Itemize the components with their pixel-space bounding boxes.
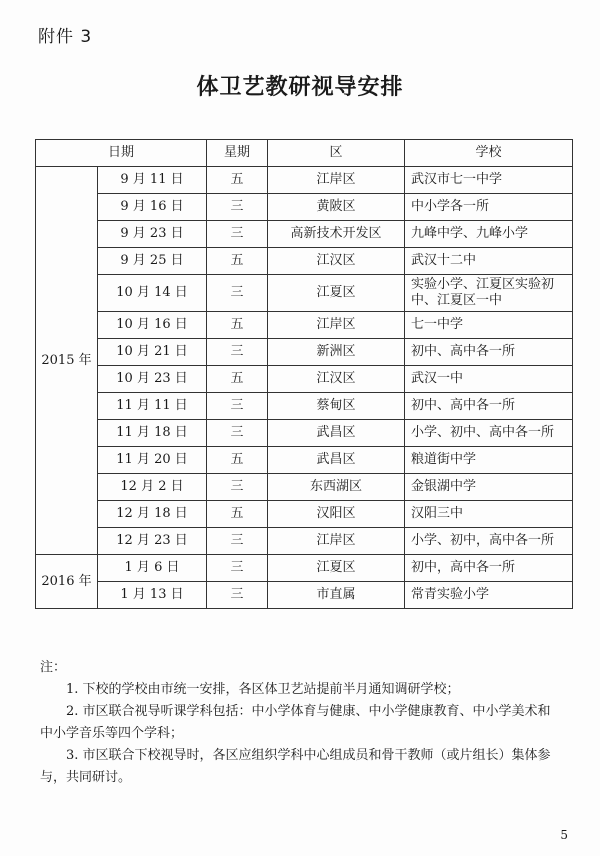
school-cell: 中小学各一所 (405, 194, 573, 221)
weekday-cell: 五 (207, 366, 268, 393)
table-row (36, 420, 573, 447)
notes-heading: 注： (40, 660, 67, 675)
page-number: 5 (560, 828, 568, 842)
date-cell: 12 月 2 日 (98, 474, 207, 501)
date-cell: 11 月 18 日 (98, 420, 207, 447)
weekday-cell: 三 (207, 221, 268, 248)
date-cell: 10 月 14 日 (98, 275, 207, 312)
attachment-label: 附件 3 (38, 27, 93, 47)
district-cell: 东西湖区 (268, 474, 405, 501)
weekday-cell: 三 (207, 275, 268, 312)
school-cell: 初中、高中各一所 (405, 393, 573, 420)
district-cell: 市直属 (268, 582, 405, 609)
note-item: 1. 下校的学校由市统一安排，各区体卫艺站提前半月通知调研学校； (66, 682, 460, 697)
date-cell: 12 月 23 日 (98, 528, 207, 555)
district-cell: 黄陂区 (268, 194, 405, 221)
weekday-cell: 三 (207, 339, 268, 366)
district-cell: 江岸区 (268, 312, 405, 339)
district-cell: 江汉区 (268, 366, 405, 393)
school-cell: 常青实验小学 (405, 582, 573, 609)
date-cell: 9 月 16 日 (98, 194, 207, 221)
header-weekday: 星期 (207, 140, 268, 167)
district-cell: 江岸区 (268, 528, 405, 555)
page-title: 体卫艺教研视导安排 (196, 75, 404, 100)
table-row (36, 248, 573, 275)
table-row (36, 447, 573, 474)
date-cell: 10 月 21 日 (98, 339, 207, 366)
district-cell: 蔡甸区 (268, 393, 405, 420)
weekday-cell: 五 (207, 167, 268, 194)
date-cell: 9 月 11 日 (98, 167, 207, 194)
table-row (36, 474, 573, 501)
table-row (36, 501, 573, 528)
table-row (36, 194, 573, 221)
table-row (36, 528, 573, 555)
weekday-cell: 三 (207, 582, 268, 609)
weekday-cell: 三 (207, 393, 268, 420)
table-row (36, 312, 573, 339)
school-cell: 实验小学、江夏区实验初中、江夏区一中 (405, 275, 573, 312)
district-cell: 武昌区 (268, 447, 405, 474)
table-row (36, 582, 573, 609)
school-cell: 金银湖中学 (405, 474, 573, 501)
school-cell: 武汉市七一中学 (405, 167, 573, 194)
table-row (36, 366, 573, 393)
header-date: 日期 (36, 140, 207, 167)
weekday-cell: 三 (207, 420, 268, 447)
date-cell: 9 月 25 日 (98, 248, 207, 275)
date-cell: 10 月 16 日 (98, 312, 207, 339)
year-cell: 2016 年 (36, 555, 98, 609)
weekday-cell: 三 (207, 555, 268, 582)
weekday-cell: 五 (207, 501, 268, 528)
district-cell: 江岸区 (268, 167, 405, 194)
table-row (36, 555, 573, 582)
note-item: 3. 市区联合下校视导时，各区应组织学科中心组成员和骨干教师（或片组长）集体参与，共同研讨。 (40, 748, 551, 785)
weekday-cell: 三 (207, 194, 268, 221)
date-cell: 1 月 6 日 (98, 555, 207, 582)
school-cell: 初中，高中各一所 (405, 555, 573, 582)
school-cell: 初中、高中各一所 (405, 339, 573, 366)
year-cell: 2015 年 (36, 167, 98, 555)
date-cell: 1 月 13 日 (98, 582, 207, 609)
date-cell: 12 月 18 日 (98, 501, 207, 528)
district-cell: 武昌区 (268, 420, 405, 447)
weekday-cell: 五 (207, 248, 268, 275)
school-cell: 九峰中学、九峰小学 (405, 221, 573, 248)
table-row (36, 393, 573, 420)
date-cell: 11 月 11 日 (98, 393, 207, 420)
school-cell: 小学、初中，高中各一所 (405, 528, 573, 555)
note-item: 2. 市区联合视导听课学科包括：中小学体育与健康、中小学健康教育、中小学美术和中小学音乐等四个学科； (40, 704, 551, 741)
header-district: 区 (268, 140, 405, 167)
table-row (36, 167, 573, 194)
school-cell: 武汉一中 (405, 366, 573, 393)
district-cell: 汉阳区 (268, 501, 405, 528)
school-cell: 汉阳三中 (405, 501, 573, 528)
school-cell: 小学、初中、高中各一所 (405, 420, 573, 447)
district-cell: 江夏区 (268, 275, 405, 312)
date-cell: 9 月 23 日 (98, 221, 207, 248)
district-cell: 江夏区 (268, 555, 405, 582)
date-cell: 11 月 20 日 (98, 447, 207, 474)
schedule-body (36, 167, 573, 609)
school-cell: 七一中学 (405, 312, 573, 339)
school-cell: 粮道街中学 (405, 447, 573, 474)
schedule-table (35, 139, 573, 609)
school-cell: 武汉十二中 (405, 248, 573, 275)
date-cell: 10 月 23 日 (98, 366, 207, 393)
weekday-cell: 五 (207, 312, 268, 339)
table-header-row (36, 140, 573, 167)
table-row (36, 339, 573, 366)
weekday-cell: 五 (207, 447, 268, 474)
district-cell: 江汉区 (268, 248, 405, 275)
district-cell: 新洲区 (268, 339, 405, 366)
weekday-cell: 三 (207, 474, 268, 501)
district-cell: 高新技术开发区 (268, 221, 405, 248)
notes (40, 657, 560, 789)
table-row (36, 221, 573, 248)
table-row (36, 275, 573, 312)
weekday-cell: 三 (207, 528, 268, 555)
header-school: 学校 (405, 140, 573, 167)
